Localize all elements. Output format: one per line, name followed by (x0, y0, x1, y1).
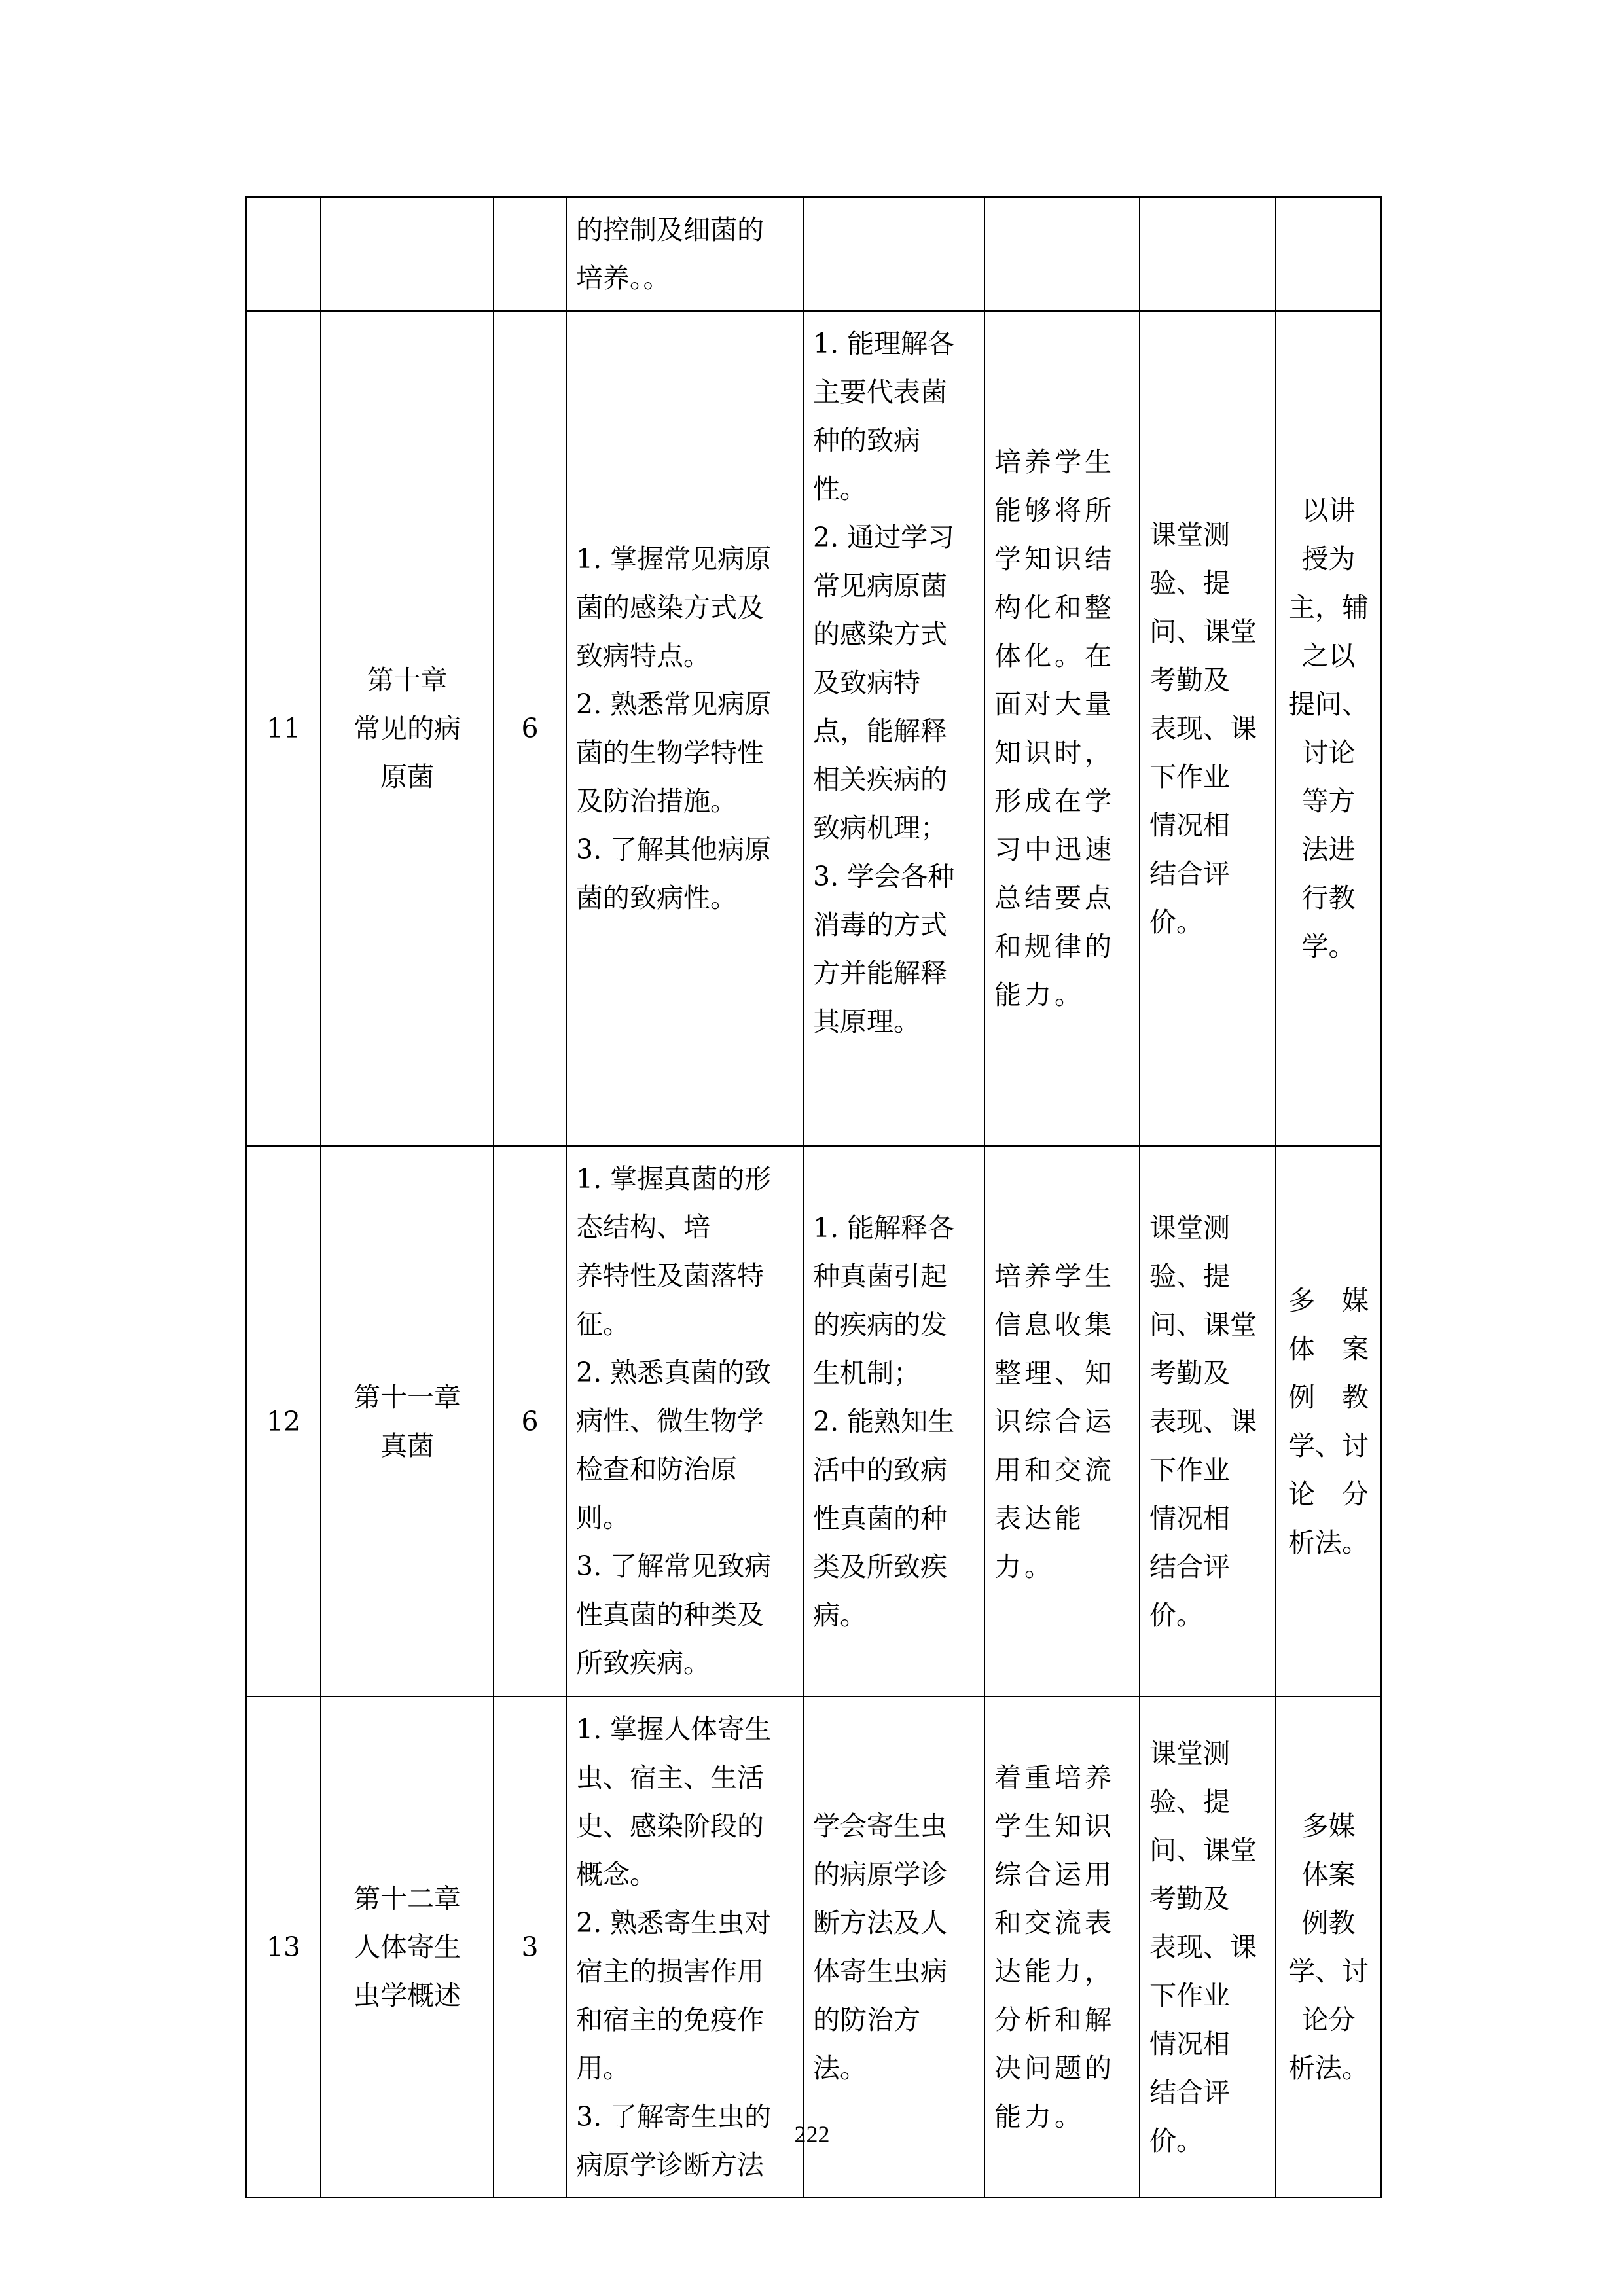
cell-text-line: 综合运用 (994, 1859, 1115, 1890)
skill-objectives-cell (803, 1146, 984, 1696)
cell-text-line: 考勤及 (1149, 1357, 1230, 1389)
cell-text-line: 能力。 (994, 979, 1085, 1011)
chapter-title-cell (321, 1146, 494, 1696)
cell-text-line: 1. 掌握常见病原 (576, 543, 772, 575)
quality-objectives-cell (984, 197, 1140, 311)
cell-text-line: 体 案 (1288, 1333, 1369, 1365)
cell-text-line: 构化和整 (994, 592, 1115, 623)
row-number-cell (246, 311, 321, 1146)
cell-text-line: 以讲 (1301, 495, 1356, 526)
cell-text-line: 例 教 (1288, 1381, 1369, 1413)
cell-text-line: 虫学概述 (353, 1980, 461, 2011)
cell-text-line: 知识时， (994, 737, 1115, 768)
cell-text-line: 病原学诊断方法 (576, 2149, 764, 2181)
cell-text-line: 课堂测 (1149, 519, 1230, 550)
cell-text-line: 体化。在 (994, 640, 1115, 672)
cell-text-line: 考勤及 (1149, 664, 1230, 696)
cell-text-line: 2. 熟悉真菌的致 (576, 1357, 772, 1388)
cell-text-line: 主要代表菌 (813, 376, 947, 408)
cell-text-line: 及致病特 (813, 667, 920, 698)
cell-text-line: 真菌 (380, 1429, 434, 1462)
cell-text-line: 结合评 (1149, 858, 1230, 889)
cell-text-line: 活中的致病 (813, 1454, 947, 1486)
cell-text-line: 验、提 (1149, 567, 1230, 599)
cell-text-line: 情况相 (1149, 810, 1230, 841)
cell-text-line: 和交流表 (994, 1907, 1115, 1939)
cell-text-line: 菌的致病性。 (576, 882, 737, 914)
cell-text-line: 析法。 (1288, 2053, 1369, 2084)
cell-text-line: 多 媒 (1288, 1284, 1369, 1316)
cell-text-line: 价。 (1149, 2125, 1203, 2157)
assessment-method-cell (1140, 1146, 1276, 1696)
cell-text-line: 史、感染阶段的 (576, 1810, 764, 1842)
cell-text-line: 例教 (1301, 1907, 1356, 1939)
cell-text-line: 法。 (813, 2053, 867, 2084)
cell-text-line: 1. 掌握人体寄生 (576, 1713, 772, 1745)
cell-text-line: 2. 通过学习 (813, 522, 955, 553)
skill-objectives-cell (803, 311, 984, 1146)
cell-text-line: 课堂测 (1149, 1211, 1230, 1244)
cell-text: 6 (521, 1405, 539, 1437)
class-hours-cell (494, 311, 566, 1146)
cell-text-line: 病性、微生物学 (576, 1405, 764, 1437)
cell-text-line: 3. 学会各种 (813, 861, 955, 892)
cell-text-line: 态结构、培 (576, 1211, 710, 1243)
cell-text-line: 分析和解 (994, 2004, 1115, 2036)
cell-text-line: 表现、课 (1149, 1405, 1257, 1437)
cell-text-line: 学生知识 (994, 1810, 1115, 1842)
cell-text-line: 力。 (994, 1551, 1055, 1583)
cell-text-line: 性真菌的种 (813, 1502, 947, 1534)
cell-text-line: 点，能解释 (813, 715, 947, 747)
cell-text-line: 整理、知 (994, 1357, 1115, 1389)
cell-text-line: 下作业 (1149, 1454, 1230, 1486)
cell-text-line: 体案 (1301, 1859, 1356, 1890)
cell-text-line: 等方 (1301, 785, 1356, 817)
table-body (246, 197, 1381, 2198)
cell-text: 12 (266, 1405, 301, 1437)
row-number-cell (246, 197, 321, 311)
cell-text-line: 及防治措施。 (576, 785, 737, 817)
cell-text-line: 1. 能解释各 (813, 1211, 955, 1244)
cell-text-line: 原菌 (380, 761, 434, 793)
cell-text-line: 决问题的 (994, 2053, 1115, 2084)
cell-text-line: 达能力， (994, 1956, 1115, 1987)
cell-text-line: 学会寄生虫 (813, 1810, 947, 1842)
cell-text-line: 价。 (1149, 906, 1203, 938)
cell-text-line: 虫、宿主、生活 (576, 1762, 764, 1793)
cell-text-line: 种的致病 (813, 425, 920, 456)
cell-text-line: 提问、 (1288, 689, 1369, 720)
course-syllabus-table (245, 196, 1382, 2198)
cell-text-line: 宿主的损害作用 (576, 1956, 764, 1987)
row-number-cell (246, 1146, 321, 1696)
assessment-method-cell (1140, 311, 1276, 1146)
cell-text-line: 其原理。 (813, 1006, 920, 1037)
cell-text-line: 学、讨 (1288, 1429, 1369, 1462)
cell-text-line: 着重培养 (994, 1762, 1115, 1793)
cell-text-line: 征。 (576, 1308, 630, 1340)
cell-text-line: 情况相 (1149, 1502, 1230, 1534)
cell-text-line: 培养。。 (576, 262, 670, 294)
cell-text-line: 信息收集 (994, 1308, 1115, 1340)
cell-text-line: 习中迅速 (994, 834, 1115, 865)
cell-text-line: 的疾病的发 (813, 1308, 947, 1340)
cell-text-line: 情况相 (1149, 2028, 1230, 2060)
cell-text-line: 论分 (1301, 2004, 1356, 2036)
cell-text-line: 多媒 (1301, 1810, 1356, 1842)
cell-text-line: 致病机理； (813, 812, 947, 844)
class-hours-cell (494, 1146, 566, 1696)
cell-text-line: 相关疾病的 (813, 764, 947, 795)
cell-text-line: 2. 熟悉寄生虫对 (576, 1907, 772, 1939)
cell-text-line: 之以 (1301, 640, 1356, 672)
cell-text-line: 培养学生 (994, 446, 1115, 478)
cell-text-line: 致病特点。 (576, 640, 710, 672)
cell-text-line: 检查和防治原 (576, 1454, 737, 1485)
cell-text-line: 生机制； (813, 1357, 920, 1389)
cell-text-line: 人体寄生 (353, 1931, 461, 1963)
cell-text-line: 析法。 (1288, 1526, 1369, 1558)
cell-text-line: 所致疾病。 (576, 1647, 710, 1679)
cell-text-line: 能够将所 (994, 495, 1115, 526)
cell-text-line: 用。 (576, 2053, 630, 2084)
cell-text: 6 (521, 713, 539, 744)
cell-text: 3 (521, 1931, 539, 1963)
cell-text-line: 表现、课 (1149, 713, 1257, 744)
cell-text-line: 常见的病 (353, 713, 461, 744)
cell-text-line: 主，辅 (1288, 592, 1369, 623)
cell-text-line: 能力。 (994, 2101, 1085, 2132)
cell-text-line: 培养学生 (994, 1260, 1115, 1292)
cell-text-line: 形成在学 (994, 785, 1115, 817)
cell-text-line: 概念。 (576, 1859, 657, 1890)
cell-text-line: 课堂测 (1149, 1738, 1230, 1769)
cell-text-line: 断方法及人 (813, 1907, 947, 1939)
chapter-title-cell (321, 197, 494, 311)
assessment-method-cell (1140, 197, 1276, 311)
cell-text-line: 体寄生虫病 (813, 1956, 947, 1987)
cell-text-line: 问、课堂 (1149, 1308, 1257, 1340)
table-row (246, 311, 1381, 1146)
cell-text-line: 学知识结 (994, 543, 1115, 575)
cell-text-line: 2. 能熟知生 (813, 1405, 955, 1437)
cell-text-line: 表达能 (994, 1502, 1085, 1534)
knowledge-objectives-cell (566, 1146, 803, 1696)
cell-text-line: 法进 (1301, 834, 1356, 865)
cell-text-line: 3. 了解其他病原 (576, 834, 772, 865)
cell-text-line: 性。 (813, 473, 867, 505)
table-row (246, 197, 1381, 311)
cell-text-line: 和宿主的免疫作 (576, 2004, 764, 2036)
cell-text-line: 和规律的 (994, 931, 1115, 962)
cell-text-line: 验、提 (1149, 1260, 1230, 1292)
cell-text-line: 方并能解释 (813, 958, 947, 989)
cell-text-line: 考勤及 (1149, 1883, 1230, 1914)
cell-text-line: 授为 (1301, 543, 1356, 575)
cell-text: 13 (266, 1931, 301, 1963)
cell-text: 11 (266, 713, 301, 744)
skill-objectives-cell (803, 197, 984, 311)
cell-text-line: 验、提 (1149, 1786, 1230, 1818)
cell-text-line: 则。 (576, 1502, 630, 1534)
cell-text-line: 类及所致疾 (813, 1551, 947, 1583)
table-row (246, 1146, 1381, 1696)
cell-text-line: 结合评 (1149, 2077, 1230, 2108)
cell-text-line: 的控制及细菌的 (576, 214, 764, 245)
cell-text-line: 1. 掌握真菌的形 (576, 1163, 772, 1194)
cell-text-line: 讨论 (1301, 737, 1356, 768)
cell-text-line: 识综合运 (994, 1405, 1115, 1437)
cell-text-line: 的防治方 (813, 2004, 920, 2036)
teaching-method-cell (1276, 311, 1381, 1146)
cell-text-line: 病。 (813, 1599, 867, 1631)
cell-text-line: 种真菌引起 (813, 1260, 947, 1292)
cell-text-line: 第十一章 (353, 1381, 461, 1413)
cell-text-line: 面对大量 (994, 689, 1115, 720)
cell-text-line: 用和交流 (994, 1454, 1115, 1486)
cell-text-line: 结合评 (1149, 1551, 1230, 1583)
knowledge-objectives-cell (566, 311, 803, 1146)
cell-text-line: 3. 了解寄生虫的 (576, 2101, 772, 2132)
class-hours-cell (494, 197, 566, 311)
cell-text-line: 的病原学诊 (813, 1859, 947, 1890)
cell-text-line: 总结要点 (994, 882, 1115, 914)
cell-text-line: 消毒的方式 (813, 909, 947, 941)
cell-text-line: 问、课堂 (1149, 1835, 1257, 1866)
cell-text-line: 下作业 (1149, 761, 1230, 793)
cell-text-line: 2. 熟悉常见病原 (576, 689, 772, 720)
cell-text-line: 价。 (1149, 1599, 1203, 1631)
cell-text-line: 行教 (1301, 882, 1356, 914)
cell-text-line: 菌的生物学特性 (576, 737, 764, 768)
cell-text-line: 学、讨 (1288, 1956, 1369, 1987)
cell-text-line: 问、课堂 (1149, 616, 1257, 647)
page-number: 222 (794, 2121, 830, 2147)
cell-text-line: 常见病原菌 (813, 570, 947, 601)
cell-text-line: 第十章 (367, 664, 448, 696)
teaching-method-cell (1276, 197, 1381, 311)
cell-text-line: 性真菌的种类及 (576, 1599, 764, 1630)
cell-text-line: 学。 (1301, 931, 1356, 962)
quality-objectives-cell (984, 311, 1140, 1146)
cell-text-line: 第十二章 (353, 1883, 461, 1914)
cell-text-line: 养特性及菌落特 (576, 1260, 764, 1291)
chapter-title-cell (321, 311, 494, 1146)
cell-text-line: 论 分 (1288, 1478, 1369, 1510)
knowledge-objectives-cell (566, 197, 803, 311)
cell-text-line: 表现、课 (1149, 1931, 1257, 1963)
teaching-method-cell (1276, 1146, 1381, 1696)
cell-text-line: 1. 能理解各 (813, 328, 955, 359)
cell-text-line: 3. 了解常见致病 (576, 1551, 772, 1582)
cell-text-line: 下作业 (1149, 1980, 1230, 2011)
quality-objectives-cell (984, 1146, 1140, 1696)
cell-text-line: 的感染方式 (813, 619, 947, 650)
cell-text-line: 菌的感染方式及 (576, 592, 764, 623)
